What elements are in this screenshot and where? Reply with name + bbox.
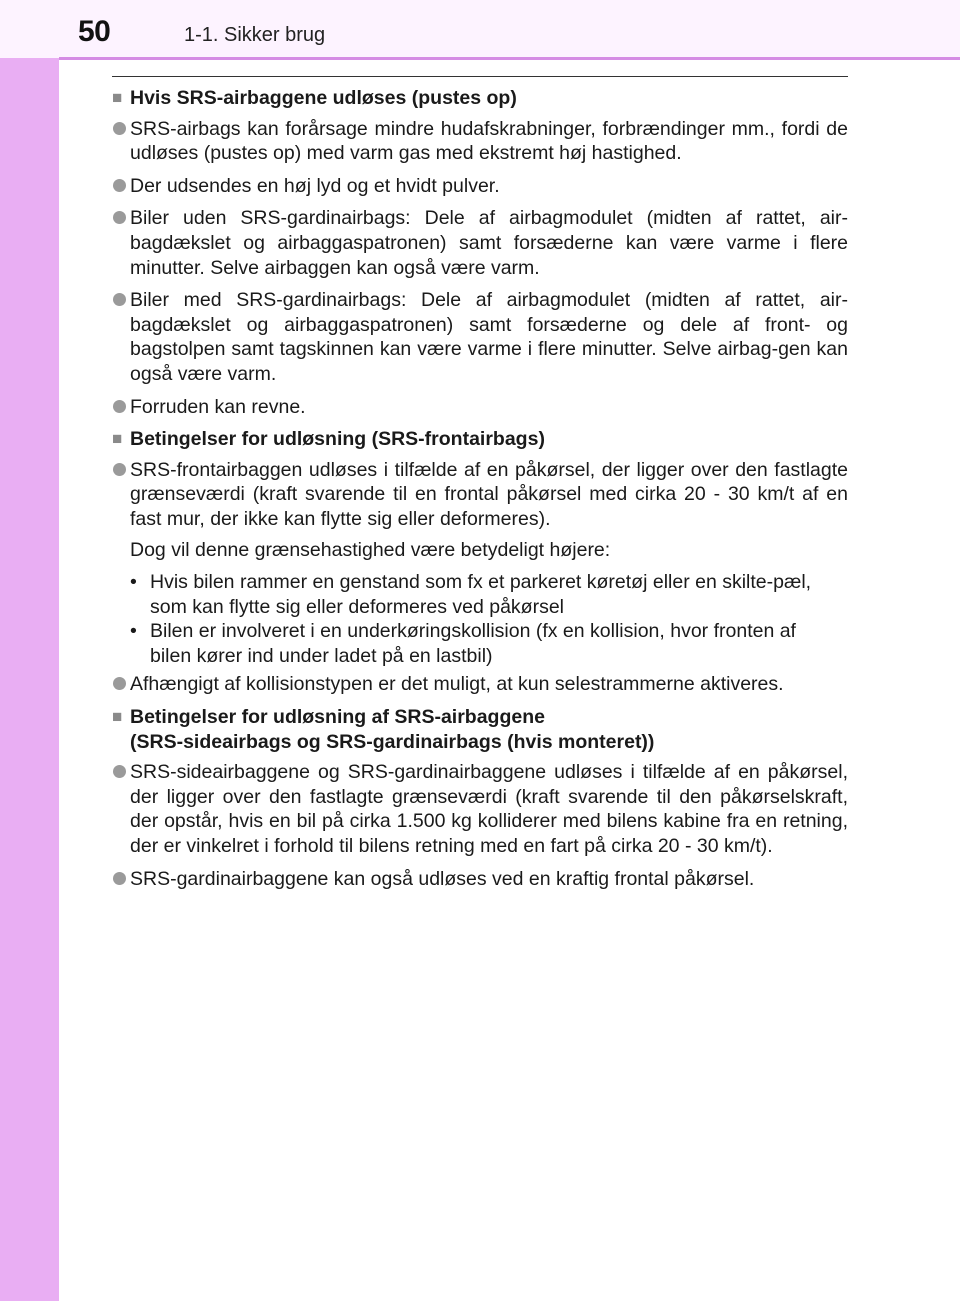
item-text: SRS-gardinairbaggene kan også udløses ved en kraftig frontal påkørsel. (130, 867, 755, 890)
bullet-icon (112, 288, 130, 386)
chapter-tab-band (0, 0, 59, 1301)
page-number: 50 (78, 15, 111, 48)
heading-text: Betingelser for udløsning (SRS-frontairbags) (130, 428, 545, 451)
item-text: Afhængigt af kollisionstypen er det muligt, at kun selestrammerne aktiveres. (130, 673, 784, 696)
section-heading (112, 427, 848, 452)
list-item (112, 174, 848, 199)
square-bullet-icon: ■ (112, 429, 123, 449)
item-text: Biler uden SRS-gardinairbags: Dele af airbagmodulet (midten af rattet, air-bagdækslet og airbaggaspatronen) samt forsæderne kan være varme i flere minutter. Selve airbaggen kan også være varm. (130, 207, 848, 279)
list-item (112, 458, 848, 532)
bullet-icon (112, 458, 130, 532)
paragraph: Dog vil denne grænsehastighed være betydeligt højere: (130, 538, 611, 561)
section-heading (112, 705, 848, 754)
page-header (0, 0, 960, 58)
heading-line-1: Betingelser for udløsning af SRS-airbaggene (130, 706, 545, 729)
page-content (112, 86, 848, 899)
bullet-icon (112, 174, 130, 199)
small-bullet-icon: • (130, 620, 137, 643)
list-item (112, 288, 848, 386)
list-item (112, 206, 848, 280)
bullet-icon (112, 867, 130, 892)
heading-line-2: (SRS-sideairbags og SRS-gardinairbags (hvis monteret)) (130, 730, 655, 753)
list-item (112, 672, 848, 697)
section-airbag-deployment (112, 86, 848, 419)
section-heading (112, 86, 848, 111)
item-text: Forruden kan revne. (130, 395, 306, 418)
list-item (112, 867, 848, 892)
heading-text (130, 705, 848, 754)
header-rule (59, 57, 960, 60)
bullet-icon (112, 672, 130, 697)
sub-list-item (130, 570, 848, 619)
item-text: Biler med SRS-gardinairbags: Dele af airbagmodulet (midten af rattet, air-bagdækslet og airbaggaspatronen) samt forsæderne og dele af front- og bagstolpen samt tagskinnen kan være varme i flere minutter. Selve airbag-gen kan også være varm. (130, 289, 848, 385)
item-text: SRS-airbags kan forårsage mindre hudafskrabninger, forbrændinger mm., fordi de udløses (pustes op) med varm gas med ekstremt høj hastighed. (130, 117, 848, 165)
sub-item-text: Bilen er involveret i en underkøringskollision (fx en kollision, hvor fronten af bilen kører ind under ladet på en lastbil) (150, 620, 796, 667)
bullet-icon (112, 760, 130, 858)
item-text: Der udsendes en høj lyd og et hvidt pulver. (130, 174, 500, 197)
item-text: SRS-sideairbaggene og SRS-gardinairbaggene udløses i tilfælde af en påkørsel, der ligger over den fastlagte grænseværdi (kraft svarende til den påkørselskraft, der opstår, hvis en bil på cirka 1.500 kg kolliderer med bilens kabine fra en retning, der er vinkelret i forhold til bilens retning med en fart på cirka 20 - 30 km/t). (130, 761, 848, 858)
square-bullet-icon: ■ (112, 707, 123, 727)
heading-text: Hvis SRS-airbaggene udløses (pustes op) (130, 87, 517, 109)
content-divider (112, 76, 848, 77)
bullet-icon (112, 117, 130, 166)
sub-list-item (130, 619, 848, 668)
small-bullet-icon: • (130, 571, 137, 594)
section-side-curtain-conditions (112, 705, 848, 891)
section-frontairbag-conditions (112, 427, 848, 697)
sub-item-text: Hvis bilen rammer en genstand som fx et parkeret køretøj eller en skilte-pæl, som kan flytte sig eller deformeres ved påkørsel (150, 571, 812, 618)
list-item (112, 760, 848, 858)
square-bullet-icon: ■ (112, 88, 123, 107)
item-text: SRS-frontairbaggen udløses i tilfælde af en påkørsel, der ligger over den fastlagte grænseværdi (kraft svarende til en frontal påkørsel med cirka 20 - 30 km/t af en fast mur, der ikke kan flytte sig eller deformeres). (130, 458, 848, 530)
list-item (112, 395, 848, 420)
bullet-icon (112, 206, 130, 280)
section-title: 1-1. Sikker brug (184, 24, 326, 46)
bullet-icon (112, 395, 130, 420)
list-item (112, 117, 848, 166)
